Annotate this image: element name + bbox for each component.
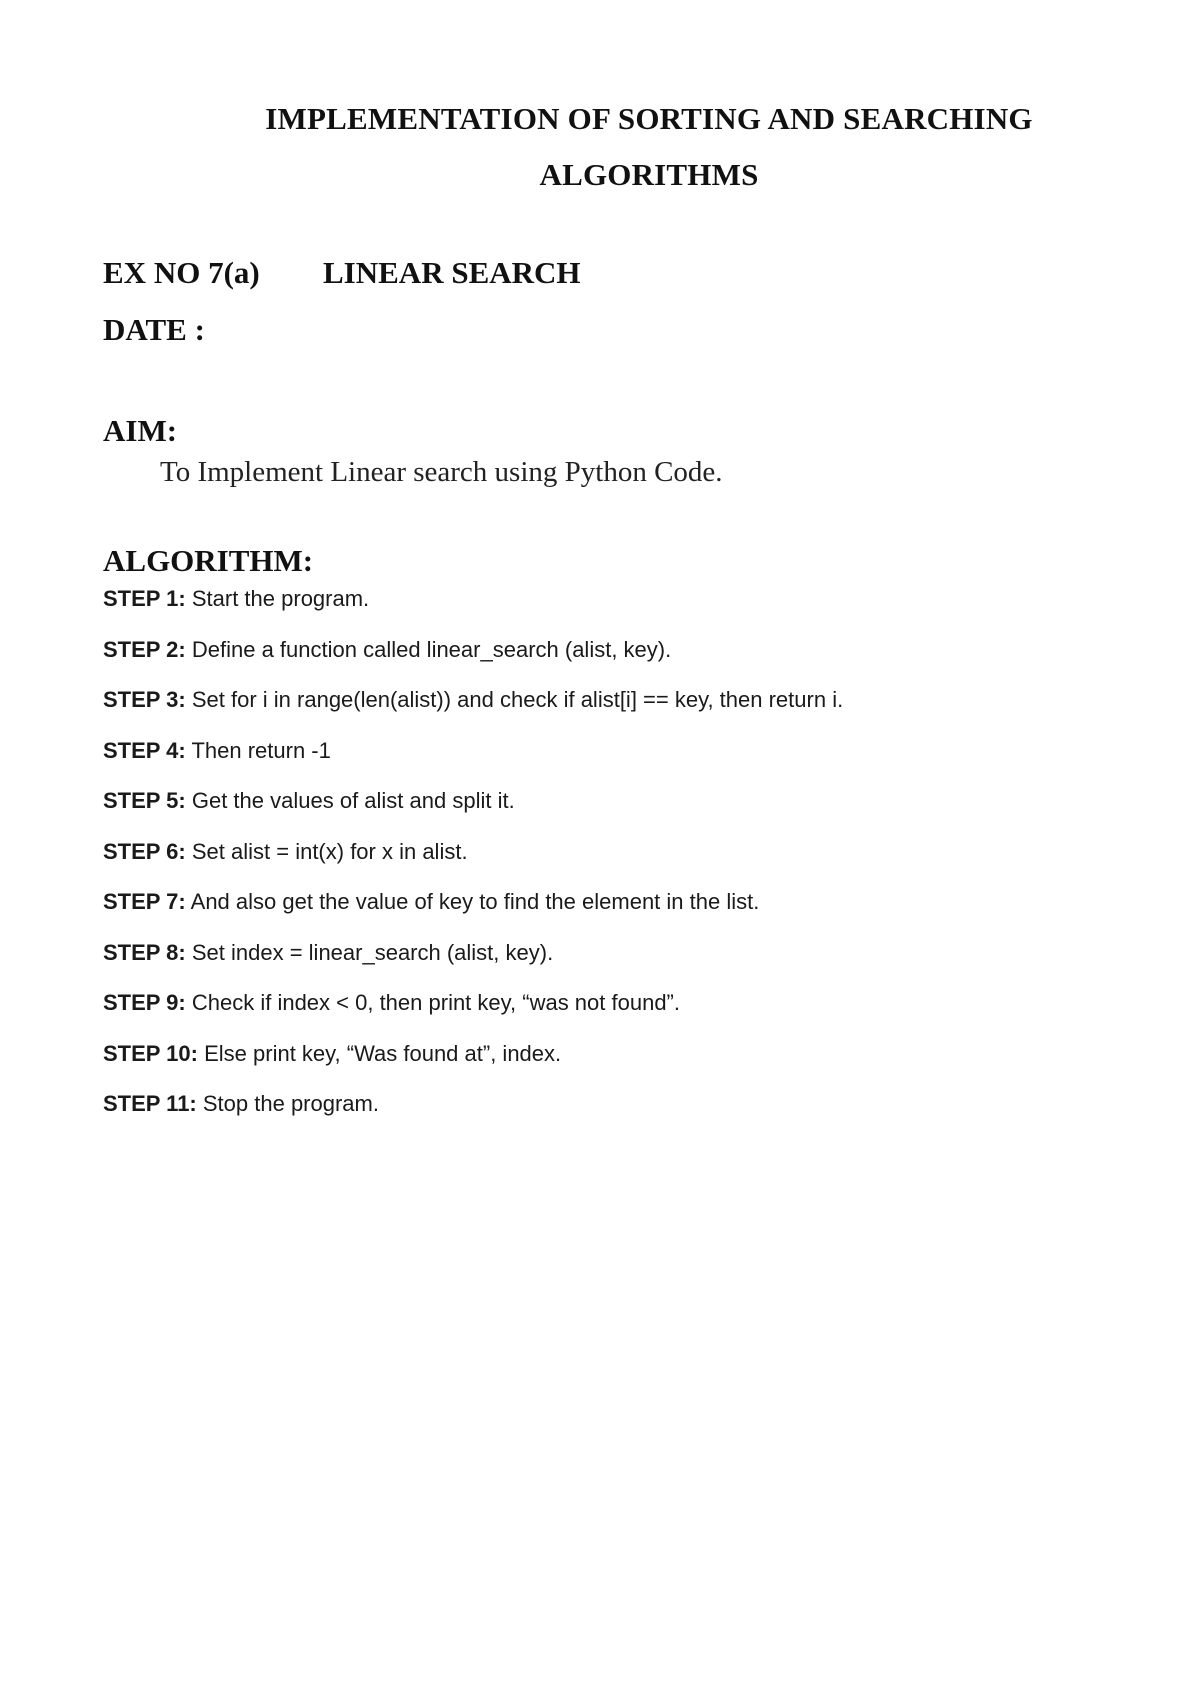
- algorithm-step: [103, 786, 1103, 837]
- step-text: Stop the program.: [196, 1091, 379, 1116]
- document-title-line-2: ALGORITHMS: [539, 157, 759, 192]
- aim-text: To Implement Linear search using Python Code.: [160, 456, 723, 488]
- algorithm-step: [103, 635, 1103, 686]
- step-text: Then return -1: [185, 737, 331, 763]
- step-label: STEP 1:: [103, 586, 186, 611]
- step-label: STEP 6:: [103, 838, 186, 864]
- algorithm-step: [103, 837, 1103, 888]
- aim-heading: AIM:: [103, 413, 178, 448]
- algorithm-steps-list: [103, 584, 1103, 1140]
- step-text: Set index = linear_search (alist, key).: [185, 939, 554, 965]
- step-text: Define a function called linear_search (alist, key).: [185, 636, 672, 662]
- step-text: Set for i in range(len(alist)) and check if alist[i] == key, then return i.: [185, 687, 844, 712]
- algorithm-step: [103, 887, 1103, 938]
- step-text: Else print key, “Was found at”, index.: [197, 1040, 562, 1066]
- step-label: STEP 5:: [103, 788, 186, 813]
- date-label: DATE :: [103, 312, 205, 347]
- algorithm-heading: ALGORITHM:: [103, 543, 314, 578]
- algorithm-step: [103, 685, 1103, 736]
- step-label: STEP 11:: [103, 1091, 197, 1116]
- step-text: Set alist = int(x) for x in alist.: [185, 838, 468, 864]
- step-label: STEP 3:: [103, 687, 186, 712]
- exercise-header: [103, 255, 581, 291]
- algorithm-step: [103, 584, 1103, 635]
- step-text: Start the program.: [185, 586, 370, 611]
- algorithm-step: [103, 1039, 1103, 1090]
- algorithm-step: [103, 988, 1103, 1039]
- step-text: Get the values of alist and split it.: [185, 788, 515, 813]
- step-label: STEP 10:: [103, 1040, 198, 1066]
- step-text: Check if index < 0, then print key, “was not found”.: [185, 990, 680, 1015]
- step-label: STEP 9:: [103, 990, 186, 1015]
- exercise-name: LINEAR SEARCH: [323, 255, 581, 290]
- step-label: STEP 4:: [103, 737, 186, 763]
- algorithm-step: [103, 1089, 1103, 1140]
- step-label: STEP 8:: [103, 939, 186, 965]
- algorithm-step: [103, 736, 1103, 787]
- exercise-number: EX NO 7(a): [103, 255, 260, 290]
- step-label: STEP 7:: [103, 889, 186, 914]
- step-text: And also get the value of key to find the element in the list.: [185, 889, 760, 914]
- step-label: STEP 2:: [103, 636, 186, 662]
- document-title-line-1: IMPLEMENTATION OF SORTING AND SEARCHING: [265, 101, 1033, 136]
- algorithm-step: [103, 938, 1103, 989]
